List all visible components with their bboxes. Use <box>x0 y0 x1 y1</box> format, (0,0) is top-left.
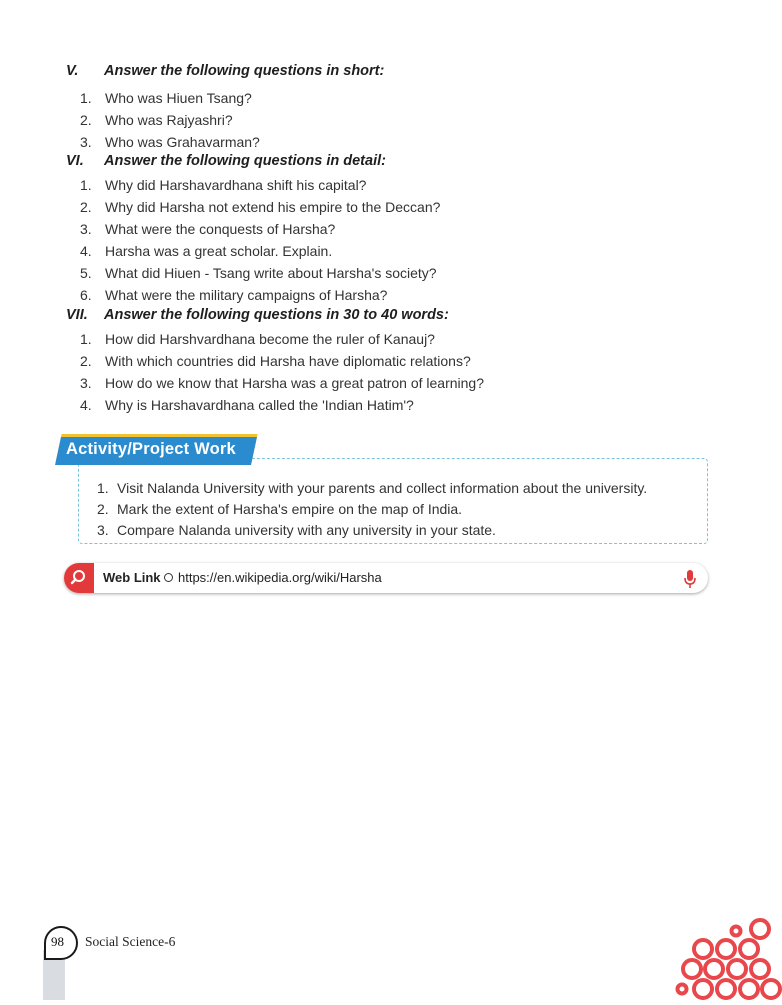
activity-item: 3. Compare Nalanda university with any university in your state. <box>97 522 496 538</box>
question-item: 3. Who was Grahavarman? <box>80 134 260 150</box>
question-item: 2. Who was Rajyashri? <box>80 112 233 128</box>
question-item: 2. With which countries did Harsha have diplomatic relations? <box>80 353 471 369</box>
question-item: 2. Why did Harsha not extend his empire to the Deccan? <box>80 199 441 215</box>
web-link-label: Web Link <box>103 570 161 585</box>
section-heading-vii <box>66 307 449 323</box>
question-item: 1. Who was Hiuen Tsang? <box>80 90 252 106</box>
question-item: 4. Why is Harshavardhana called the 'Indian Hatim'? <box>80 397 414 413</box>
section-title: Answer the following questions in detail: <box>104 153 386 169</box>
book-title: Social Science-6 <box>85 934 176 949</box>
question-item: 6. What were the military campaigns of Harsha? <box>80 287 388 303</box>
decorative-circles-icon <box>670 915 782 1005</box>
section-title: Answer the following questions in short: <box>104 63 385 79</box>
bullet-circle-icon <box>164 573 173 582</box>
question-item: 1. Why did Harshavardhana shift his capital? <box>80 177 367 193</box>
section-numeral: VI. <box>66 153 84 169</box>
question-item: 3. What were the conquests of Harsha? <box>80 221 336 237</box>
question-item: 1. How did Harshvardhana become the ruler of Kanauj? <box>80 331 435 347</box>
search-icon[interactable] <box>64 563 94 593</box>
section-title: Answer the following questions in 30 to 40 words: <box>104 307 449 323</box>
activity-title: Activity/Project Work <box>66 440 236 458</box>
web-link-url[interactable]: https://en.wikipedia.org/wiki/Harsha <box>178 570 382 585</box>
question-item: 4. Harsha was a great scholar. Explain. <box>80 243 333 259</box>
microphone-icon[interactable] <box>683 569 697 594</box>
section-heading-vi <box>66 153 386 169</box>
activity-item: 2. Mark the extent of Harsha's empire on the map of India. <box>97 501 463 517</box>
section-numeral: V. <box>66 63 79 79</box>
activity-item: 1. Visit Nalanda University with your parents and collect information about the university. <box>97 480 648 496</box>
section-heading-v <box>66 63 384 79</box>
question-item: 5. What did Hiuen - Tsang write about Harsha's society? <box>80 265 437 281</box>
section-numeral: VII. <box>66 307 88 323</box>
page-number: 98 <box>51 934 64 949</box>
question-item: 3. How do we know that Harsha was a great patron of learning? <box>80 375 484 391</box>
